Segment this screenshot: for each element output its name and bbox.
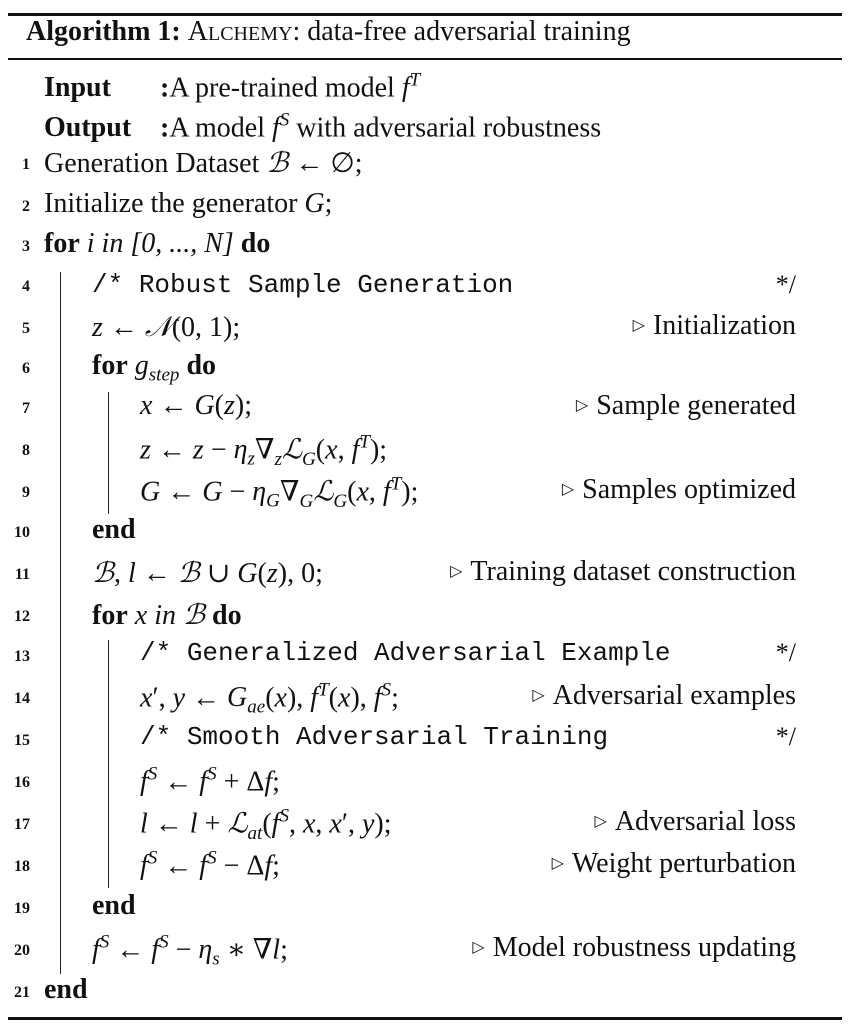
line-9: G ← $G - \eta_G\nabla_Gℒ_G(x$, $f^T$);: [140, 474, 419, 512]
line-14: x′, y ← $G_{ae}(x)$, $f^T(x)$, $f^S$;: [140, 680, 399, 718]
end-keyword: end: [92, 514, 136, 545]
for-keyword: for: [92, 600, 128, 631]
end-keyword: end: [92, 890, 136, 921]
line-5: z ← 𝒩(0, 1);: [92, 310, 241, 343]
line-4: /* Robust Sample Generation: [92, 270, 514, 300]
do-keyword: do: [212, 600, 242, 631]
line-number: 20: [14, 942, 30, 959]
comment-line-5: ▷ Initialization: [632, 310, 796, 341]
comment-line-11: ▷ Training dataset construction: [450, 556, 796, 587]
line-number: 19: [14, 900, 30, 917]
line-20: $f^S$ ← $f^S - \eta_s$ ∗ ∇l;: [92, 932, 288, 970]
line-15: /* Smooth Adversarial Training: [140, 722, 609, 752]
line-8: z ← $z - \eta_z\nabla_zℒ_G(x$, $f^T$);: [140, 432, 388, 470]
line-19: [92, 890, 136, 922]
bottom-rule: [8, 1017, 842, 1020]
line-12: for x in ℬ do: [92, 598, 242, 631]
line-17: l ← $l + ℒ_{at}(f^S$, x, x′, y);: [140, 806, 392, 844]
line-4-comment: Robust Sample Generation: [138, 270, 514, 300]
line-number: 21: [14, 984, 30, 1001]
line-15-comment: Smooth Adversarial Training: [186, 722, 609, 752]
line-2-text: Initialize the generator: [44, 188, 305, 219]
comment-line-7: ▷ Sample generated: [575, 390, 796, 421]
do-keyword: do: [186, 350, 217, 381]
comment-end: */: [775, 722, 796, 751]
output-suffix: with adversarial robustness: [289, 112, 602, 144]
line-1: Generation Dataset ℬ ← ∅;: [44, 146, 363, 179]
line-13-comment: Generalized Adversarial Example: [186, 638, 671, 668]
line-number: 10: [14, 524, 30, 541]
output-text: A model: [169, 112, 272, 144]
line-number: 3: [22, 238, 30, 255]
line-2: Initialize the generator G;: [44, 188, 333, 219]
comment-line-17: ▷ Adversarial loss: [594, 806, 796, 837]
for-block-bar: [60, 272, 61, 974]
algorithm-title-rest: : data-free adversarial training: [292, 16, 631, 47]
line-number: 13: [14, 648, 30, 665]
do-keyword: do: [240, 228, 271, 259]
line-number: 11: [14, 566, 30, 583]
algorithm-title: [26, 16, 631, 48]
line-6: for $g_{step}$ do: [92, 350, 217, 386]
line-13: /* Generalized Adversarial Example: [140, 638, 671, 668]
line-number: 5: [22, 320, 30, 337]
input-row: Input :A pre-trained model $f^T$: [44, 70, 421, 104]
line-21: [44, 974, 88, 1006]
line-number: 7: [22, 400, 30, 417]
line-16: $f^S$ ← $f^S + \Delta f$;: [140, 764, 280, 798]
line-number: 15: [14, 732, 30, 749]
line-number: 2: [22, 198, 30, 215]
comment-line-14: ▷ Adversarial examples: [532, 680, 796, 711]
comment-line-20: ▷ Model robustness updating: [472, 932, 796, 963]
comment-end: */: [775, 270, 796, 299]
output-key: Output: [44, 112, 132, 144]
line-7: x ← G(z);: [140, 390, 253, 421]
line-number: 4: [22, 278, 30, 295]
line-10: [92, 514, 136, 546]
output-row: Output :A model $f^S$ with adversarial robustness: [44, 110, 602, 144]
inner-for-bar-1: [108, 392, 109, 514]
for-keyword: for: [44, 228, 80, 259]
for-keyword: for: [92, 350, 128, 381]
header-rule: [8, 58, 842, 60]
line-number: 9: [22, 484, 30, 501]
input-key: Input: [44, 72, 111, 104]
line-11: ℬ, l ← ℬ ∪ G(z), 0;: [92, 556, 323, 589]
line-number: 12: [14, 608, 30, 625]
algorithm-name: Alchemy: [187, 16, 293, 47]
line-number: 8: [22, 442, 30, 459]
algorithm-label: Algorithm 1:: [26, 16, 181, 47]
comment-end: */: [775, 638, 796, 667]
comment-line-18: ▷ Weight perturbation: [551, 848, 796, 879]
comment-line-9: ▷ Samples optimized: [561, 474, 796, 505]
in-keyword: in: [101, 228, 124, 259]
in-keyword: in: [154, 600, 176, 631]
line-number: 6: [22, 360, 30, 377]
input-text: A pre-trained model: [169, 72, 402, 104]
line-1-text: Generation Dataset: [44, 148, 267, 179]
line-number: 1: [22, 156, 30, 173]
line-number: 16: [14, 774, 30, 791]
line-number: 14: [14, 690, 30, 707]
end-keyword: end: [44, 974, 88, 1005]
loop-range: [0, ..., N]: [130, 228, 234, 259]
line-18: $f^S$ ← $f^S - \Delta f$;: [140, 848, 280, 882]
inner-for-bar-2: [108, 640, 109, 888]
line-number: 17: [14, 816, 30, 833]
line-3: for i in [0, ..., N] do: [44, 228, 271, 259]
line-number: 18: [14, 858, 30, 875]
